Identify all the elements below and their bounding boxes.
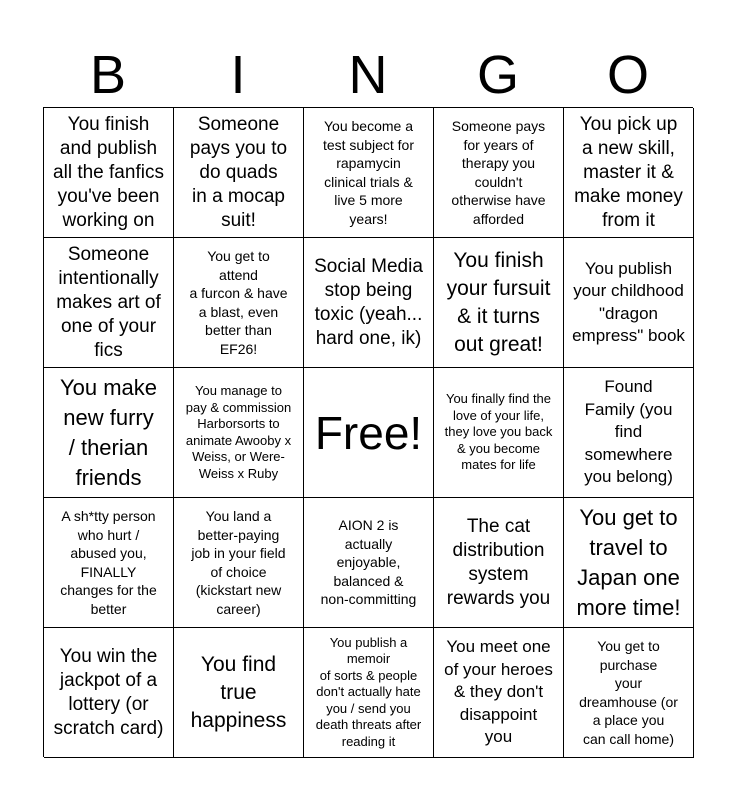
free-square-text: Free!	[314, 406, 423, 459]
bingo-square[interactable]	[174, 628, 304, 758]
bingo-square[interactable]	[564, 238, 694, 368]
bingo-square[interactable]	[564, 498, 694, 628]
square-text: You become a test subject for rapamycin clinical trials & live 5 more years!	[322, 118, 415, 227]
bingo-square[interactable]	[174, 368, 304, 498]
square-text: You finally find the love of your life, they love you back & you become mates for life	[444, 391, 553, 473]
square-text: Someone intentionally makes art of one of your fics	[56, 243, 161, 361]
square-text: You manage to pay & commission Harborsorts to animate Awooby x Weiss, or Were- Weiss x Ruby	[185, 383, 292, 481]
square-text: You pick up a new skill, master it & make money from it	[574, 113, 683, 231]
bingo-square[interactable]	[44, 108, 174, 238]
bingo-square[interactable]	[564, 108, 694, 238]
header-letter-o: O	[606, 45, 649, 105]
bingo-square[interactable]	[44, 628, 174, 758]
bingo-square[interactable]	[44, 498, 174, 628]
square-text: You publish a memoir of sorts & people don't actually hate you / send you death threats after reading it	[315, 634, 422, 749]
bingo-square[interactable]	[564, 628, 694, 758]
bingo-square[interactable]	[434, 368, 564, 498]
bingo-square[interactable]	[434, 498, 564, 628]
square-text: Someone pays you to do quads in a mocap suit!	[189, 113, 288, 231]
square-text: Found Family (you find somewhere you belong)	[584, 377, 673, 487]
bingo-grid	[43, 107, 693, 757]
square-text: Someone pays for years of therapy you couldn't otherwise have afforded	[451, 118, 546, 227]
header-letter-g: G	[476, 45, 519, 105]
bingo-square[interactable]	[174, 498, 304, 628]
bingo-square[interactable]	[44, 238, 174, 368]
bingo-square[interactable]	[434, 238, 564, 368]
header-letter-b: B	[89, 45, 127, 105]
bingo-square[interactable]	[304, 108, 434, 238]
bingo-square[interactable]	[304, 238, 434, 368]
bingo-square[interactable]	[434, 108, 564, 238]
square-text: You find true happiness	[190, 652, 287, 732]
square-text: You land a better-paying job in your field of choice (kickstart new career)	[191, 508, 286, 617]
bingo-square[interactable]	[564, 368, 694, 498]
bingo-square[interactable]	[174, 238, 304, 368]
square-text: You publish your childhood "dragon empress" book	[572, 258, 685, 345]
header-letter-n: N	[348, 45, 388, 105]
square-text: You meet one of your heroes & they don't disappoint you	[444, 637, 553, 747]
header-letter-i: I	[230, 45, 246, 105]
square-text: You win the jackpot of a lottery (or scratch card)	[53, 645, 164, 739]
bingo-square[interactable]	[304, 498, 434, 628]
square-text: The cat distribution system rewards you	[446, 515, 551, 609]
square-text: You get to purchase your dreamhouse (or a place you can call home)	[579, 638, 678, 747]
square-text: You make new furry / therian friends	[59, 374, 158, 490]
square-text: A sh*tty person who hurt / abused you, FINALLY changes for the better	[60, 508, 157, 617]
square-text: You get to attend a furcon & have a blast, even better than EF26!	[189, 248, 288, 357]
square-text: You finish and publish all the fanfics you've been working on	[53, 113, 164, 231]
bingo-header	[43, 44, 693, 106]
free-square[interactable]	[304, 368, 434, 498]
bingo-square[interactable]	[44, 368, 174, 498]
square-text: Social Media stop being toxic (yeah... hard one, ik)	[314, 255, 423, 349]
square-text: You get to travel to Japan one more time!	[576, 504, 681, 620]
bingo-square[interactable]	[304, 628, 434, 758]
square-text: You finish your fursuit & it turns out great!	[446, 248, 551, 356]
square-text: AION 2 is actually enjoyable, balanced & non-committing	[320, 517, 417, 608]
bingo-square[interactable]	[174, 108, 304, 238]
bingo-square[interactable]	[434, 628, 564, 758]
